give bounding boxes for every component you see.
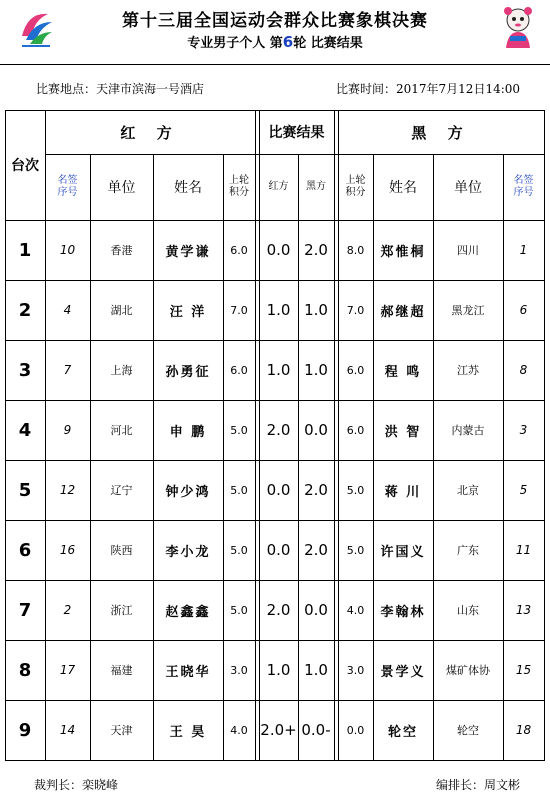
table-border-bottom: [5, 760, 545, 761]
result-black: 2.0: [304, 241, 328, 259]
red-seq: 17: [59, 663, 76, 677]
result-red: 2.0: [266, 601, 291, 619]
result-black: 1.0: [304, 361, 328, 379]
red-name-header: 姓名: [174, 180, 202, 196]
red-prev-score: 5.0: [230, 423, 248, 437]
result-black: 1.0: [304, 661, 328, 679]
black-seq: 3: [519, 423, 528, 437]
black-seq: 8: [519, 363, 528, 377]
result-red: 0.0: [266, 481, 291, 499]
black-unit: 山东: [457, 604, 479, 617]
black-unit: 北京: [457, 484, 479, 497]
red-unit: 浙江: [110, 604, 133, 617]
red-unit: 上海: [110, 364, 133, 377]
result-red: 2.0: [266, 421, 291, 439]
red-prev-score-header: 上轮积分: [229, 175, 249, 198]
black-player-name: 郝继超: [380, 304, 426, 320]
red-unit: 香港: [110, 244, 133, 257]
venue-text: 比赛地点：天津市滨海一号酒店: [36, 82, 205, 96]
board-number: 4: [18, 419, 32, 441]
red-unit-header: 单位: [107, 180, 136, 196]
page-subtitle: [60, 32, 490, 51]
black-seq: 6: [519, 303, 528, 317]
board-number: 9: [18, 719, 32, 741]
red-prev-score: 6.0: [230, 363, 248, 377]
red-unit: 陕西: [110, 544, 133, 557]
black-player-name: 蒋 川: [384, 484, 422, 500]
red-player-name: 黄学谦: [165, 244, 211, 260]
red-seq: 16: [59, 543, 76, 557]
board-number: 5: [18, 479, 32, 501]
board-number: 2: [18, 299, 32, 321]
red-seq: 10: [59, 243, 76, 257]
red-seq: 7: [63, 363, 72, 377]
result-divider-right-1: [334, 110, 335, 760]
red-unit: 天津: [110, 724, 133, 737]
board-number: 6: [18, 539, 32, 561]
red-player-name: 孙勇征: [165, 364, 211, 380]
results-table: [5, 110, 545, 760]
black-prev-score: 6.0: [346, 423, 365, 437]
red-player-name: 王 昊: [169, 724, 207, 740]
red-seq: 9: [63, 423, 72, 437]
black-unit: 广东: [457, 544, 479, 557]
red-prev-score: 6.0: [230, 243, 248, 257]
red-seq: 14: [59, 723, 76, 737]
result-header: 比赛结果: [268, 125, 325, 141]
games-logo: [14, 6, 58, 50]
black-unit: 江苏: [457, 364, 479, 377]
red-side-header: 红 方: [120, 123, 180, 142]
result-red: 0.0: [266, 241, 291, 259]
red-player-name: 王晓华: [165, 664, 211, 680]
board-number: 7: [18, 599, 32, 621]
red-prev-score: 4.0: [230, 723, 248, 737]
black-seq: 15: [515, 663, 532, 677]
result-black: 1.0: [304, 301, 328, 319]
black-unit: 黑龙江: [451, 304, 485, 317]
result-divider-left-1: [255, 110, 256, 760]
black-unit: 轮空: [457, 724, 479, 737]
black-prev-score: 0.0: [346, 723, 365, 737]
red-player-name: 李小龙: [165, 544, 211, 560]
black-prev-score: 5.0: [346, 483, 365, 497]
red-unit: 福建: [110, 664, 133, 677]
result-red: 1.0: [266, 361, 291, 379]
black-side-header: 黑 方: [411, 123, 471, 142]
red-prev-score: 5.0: [230, 543, 248, 557]
subtitle-suffix: 轮 比赛结果: [293, 36, 363, 51]
result-red: 1.0: [266, 661, 291, 679]
red-seq: 2: [63, 603, 72, 617]
red-unit: 河北: [110, 424, 133, 437]
black-player-name: 许国义: [380, 544, 426, 560]
black-player-name: 景学义: [380, 664, 426, 680]
black-prev-score: 4.0: [346, 603, 365, 617]
black-unit: 四川: [457, 244, 479, 257]
red-prev-score: 7.0: [230, 303, 248, 317]
time-text: 比赛时间：2017年7月12日14:00: [336, 82, 521, 96]
red-seq: 4: [63, 303, 72, 317]
red-unit: 辽宁: [110, 484, 133, 497]
black-player-name: 李翰林: [380, 604, 426, 620]
board-number: 3: [18, 359, 32, 381]
black-prev-score: 3.0: [346, 663, 365, 677]
black-player-name: 轮空: [387, 724, 418, 740]
result-red: 0.0: [266, 541, 291, 559]
round-number: 6: [282, 33, 294, 51]
header-divider: [0, 64, 550, 65]
red-player-name: 汪 洋: [169, 304, 207, 320]
black-unit: 内蒙古: [451, 424, 485, 437]
black-player-name: 洪 智: [384, 424, 422, 440]
black-unit-header: 单位: [454, 180, 482, 196]
black-prev-score-header: 上轮积分: [345, 175, 366, 198]
red-player-name: 申 鹏: [169, 424, 207, 440]
res-red-header: 红方: [268, 181, 289, 192]
black-seq: 5: [519, 483, 528, 497]
result-black: 0.0: [304, 601, 328, 619]
board-number: 1: [18, 239, 32, 261]
board-header: 台次: [11, 158, 39, 174]
res-black-header: 黑方: [306, 181, 326, 192]
black-seq: 11: [515, 543, 532, 557]
black-prev-score: 5.0: [346, 543, 365, 557]
red-player-name: 钟少鸿: [165, 484, 211, 500]
black-unit: 煤矿体协: [446, 664, 490, 677]
result-red: 2.0+: [260, 721, 297, 739]
black-seq: 1: [519, 243, 528, 257]
red-prev-score: 5.0: [230, 483, 248, 497]
red-seq-header: 名签序号: [57, 175, 78, 198]
table-border-right: [544, 110, 545, 760]
black-player-name: 郑惟桐: [380, 244, 426, 260]
black-prev-score: 7.0: [346, 303, 365, 317]
black-seq: 13: [515, 603, 532, 617]
red-unit: 湖北: [110, 304, 133, 317]
board-number: 8: [18, 659, 32, 681]
referee-text: 裁判长：栾晓峰: [34, 778, 119, 792]
mascot-image: [496, 4, 540, 52]
result-black: 0.0: [304, 421, 328, 439]
subtitle-prefix: 专业男子个人 第: [187, 36, 283, 51]
black-name-header: 姓名: [389, 180, 417, 196]
result-black: 0.0-: [301, 721, 331, 739]
red-player-name: 赵鑫鑫: [165, 604, 211, 620]
scheduler-text: 编排长：周文彬: [436, 778, 521, 792]
result-red: 1.0: [266, 301, 291, 319]
black-prev-score: 6.0: [346, 363, 365, 377]
page-title: 第十三届全国运动会群众比赛象棋决赛: [122, 11, 428, 31]
red-prev-score: 3.0: [230, 663, 248, 677]
black-prev-score: 8.0: [346, 243, 365, 257]
red-seq: 12: [59, 483, 76, 497]
result-black: 2.0: [304, 541, 328, 559]
black-player-name: 程 鸣: [384, 364, 422, 380]
black-seq: 18: [515, 723, 532, 737]
red-prev-score: 5.0: [230, 603, 248, 617]
black-seq-header: 名签序号: [513, 175, 534, 198]
result-black: 2.0: [304, 481, 328, 499]
